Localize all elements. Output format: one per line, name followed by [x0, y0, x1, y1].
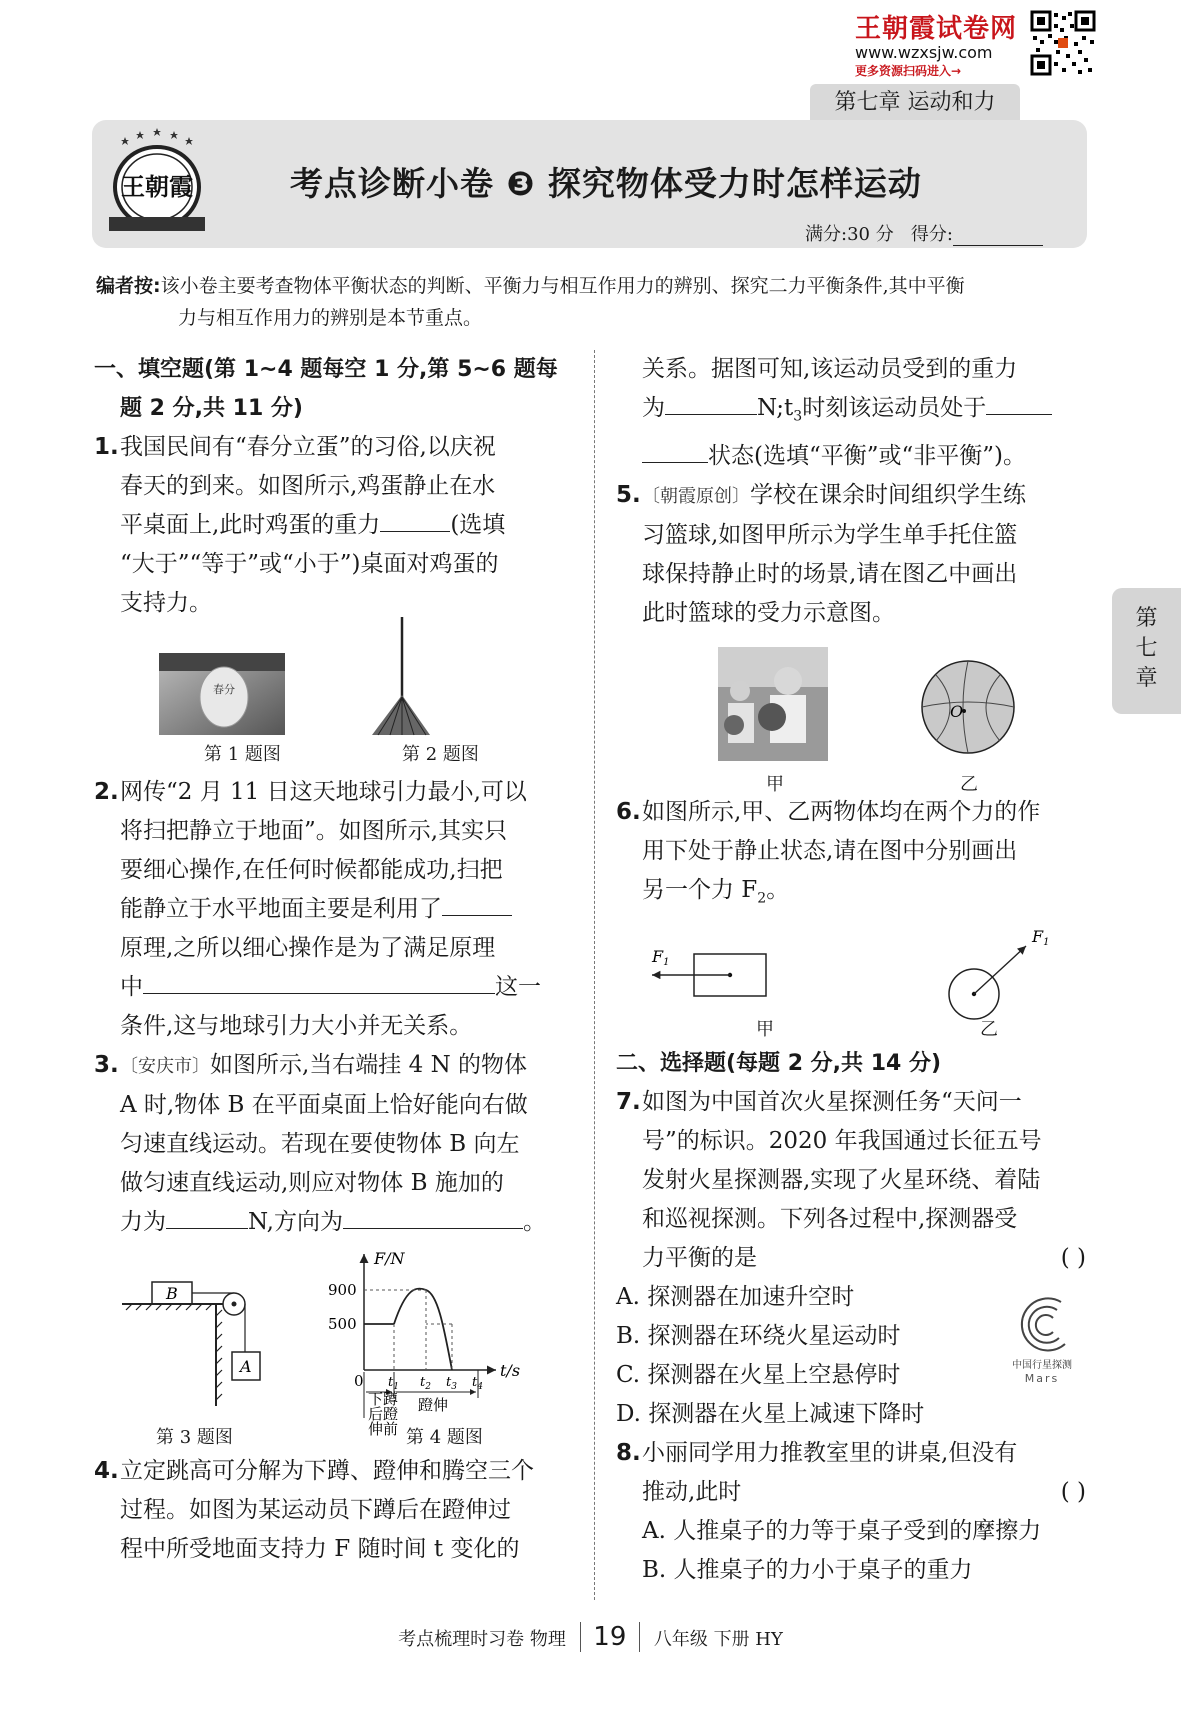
basketball-diagram — [918, 657, 1018, 757]
page-footer — [0, 1622, 1181, 1652]
option-b[interactable]: B. 人推桌子的力小于桌子的重力 — [642, 1557, 973, 1584]
svg-text:F/N: F/N — [374, 1249, 405, 1268]
answer-paren[interactable]: ( ) — [1060, 1479, 1086, 1506]
q1-line: 支持力。 — [120, 590, 212, 616]
q2-line: 中 — [120, 974, 143, 1000]
svg-text:B: B — [166, 1284, 178, 1303]
question-number: 8. — [616, 1440, 641, 1467]
q8-line: 推动,此时 — [642, 1479, 742, 1506]
full-score: 满分:30 分 — [805, 224, 894, 245]
q2-line: 这一 — [495, 974, 541, 1000]
left-column — [94, 350, 569, 1569]
side-tab-char: 七 — [1135, 636, 1158, 661]
question-number: 5. — [616, 481, 641, 508]
q5-line: 球保持静止时的场景,请在图乙中画出 — [642, 560, 1018, 587]
svg-text:中国行星探测: 中国行星探测 — [1012, 1360, 1072, 1372]
svg-text:F1: F1 — [652, 947, 670, 969]
option-d[interactable]: D. 探测器在火星上减速下降时 — [616, 1401, 925, 1428]
q6-line: 。 — [766, 876, 790, 903]
figure-caption: 第 2 题图 — [402, 744, 479, 765]
svg-text:伸前: 伸前 — [368, 1420, 399, 1438]
source-tag: 〔朝霞原创〕 — [642, 485, 750, 507]
q7-line: 发射火星探测器,实现了火星环绕、着陆 — [642, 1167, 1041, 1194]
q4-line: 程中所受地面支持力 F 随时间 t 变化的 — [120, 1536, 520, 1562]
svg-text:t/s: t/s — [500, 1361, 521, 1380]
side-tab-char: 章 — [1135, 666, 1158, 691]
block-force-diagram — [646, 932, 786, 1012]
q2-line: 能静立于水平地面主要是利用了 — [120, 896, 442, 922]
score-blank[interactable] — [953, 228, 1043, 246]
q6-line: 如图所示,甲、乙两物体均在两个力的作 — [642, 798, 1041, 825]
editor-note-line1: 该小卷主要考查物体平衡状态的判断、平衡力与相互作用力的辨别、探究二力平衡条件,其中平衡 — [160, 275, 965, 297]
section1-head-line1: 一、填空题(第 1~4 题每空 1 分,第 5~6 题每 — [94, 357, 558, 382]
svg-text:春分: 春分 — [213, 683, 235, 696]
question-number: 1. — [94, 434, 119, 460]
subscript: 2 — [757, 890, 767, 907]
svg-text:下蹲: 下蹲 — [368, 1390, 399, 1408]
q3-line: A 时,物体 B 在平面桌面上恰好能向右做 — [120, 1092, 528, 1118]
svg-text:t2: $t_2$ — [420, 1375, 431, 1392]
q6-line: 另一个力 F — [642, 876, 758, 903]
q7-options — [616, 1278, 1086, 1434]
question-2 — [94, 773, 569, 1046]
q1-line: 平桌面上,此时鸡蛋的重力 — [120, 512, 381, 538]
q7-line: 如图为中国首次火星探测任务“天问一 — [642, 1089, 1022, 1116]
figure-caption: 第 3 题图 — [156, 1427, 233, 1448]
score-line — [805, 220, 1043, 246]
footer-right: 八年级 下册 HY — [653, 1629, 783, 1650]
answer-blank[interactable] — [665, 389, 757, 415]
option-a[interactable]: A. 探测器在加速升空时 — [616, 1284, 855, 1311]
answer-blank[interactable] — [986, 389, 1052, 415]
question-4 — [94, 1452, 569, 1569]
footer-left: 考点梳理时习卷 物理 — [398, 1629, 566, 1650]
option-a[interactable]: A. 人推桌子的力等于桌子受到的摩擦力 — [642, 1518, 1042, 1545]
question-number: 7. — [616, 1089, 641, 1116]
q5-line: 习篮球,如图甲所示为学生单手托住篮 — [642, 521, 1018, 548]
brand-seal-icon — [95, 125, 220, 245]
editor-note-label: 编者按: — [96, 275, 161, 297]
q2-line: 要细心操作,在任何时候都能成功,扫把 — [120, 857, 503, 883]
q4-line: 为 — [642, 395, 665, 421]
answer-blank[interactable] — [380, 506, 450, 532]
q3-line: 如图所示,当右端挂 4 N 的物体 — [210, 1052, 528, 1078]
figure-caption: 甲 — [766, 773, 784, 795]
q3-line: 。 — [522, 1209, 546, 1235]
q7-line: 号”的标识。2020 年我国通过长征五号 — [642, 1128, 1042, 1155]
figures-q3-q4 — [94, 1242, 569, 1452]
q4-line: N;t — [757, 395, 794, 421]
answer-blank[interactable] — [442, 890, 512, 916]
circle-force-diagram — [946, 918, 1056, 1028]
q5-line: 学校在课余时间组织学生练 — [750, 481, 1026, 508]
qr-code-icon[interactable] — [1030, 10, 1096, 76]
svg-text:王朝霞: 王朝霞 — [121, 172, 193, 201]
svg-text:0: 0 — [354, 1372, 364, 1390]
subscript: 3 — [793, 408, 803, 425]
editor-note-line2: 力与相互作用力的辨别是本节重点。 — [178, 307, 483, 329]
brand-url[interactable]: www.wzxsjw.com — [855, 43, 993, 62]
answer-paren[interactable]: ( ) — [1060, 1245, 1086, 1272]
svg-text:F1: F1 — [1032, 927, 1050, 949]
question-number: 2. — [94, 779, 119, 805]
score-label: 得分: — [910, 224, 953, 245]
chapter-side-tab — [1112, 588, 1181, 714]
figures-q1-q2 — [94, 623, 569, 773]
egg-photo — [159, 653, 285, 735]
section1-heading — [94, 350, 569, 428]
answer-blank[interactable] — [343, 1203, 523, 1229]
svg-text:蹬伸: 蹬伸 — [418, 1396, 449, 1414]
brand-block — [855, 8, 1033, 79]
figure-caption: 甲 — [756, 1019, 774, 1041]
svg-text:A: A — [240, 1357, 252, 1376]
q1-line: 春天的到来。如图所示,鸡蛋静止在水 — [120, 473, 496, 499]
q4-line: 立定跳高可分解为下蹲、蹬伸和腾空三个 — [120, 1458, 534, 1484]
question-5 — [616, 476, 1086, 633]
figure-caption: 第 1 题图 — [204, 744, 281, 765]
question-number: 4. — [94, 1458, 119, 1484]
q2-line: 条件,这与地球引力大小并无关系。 — [120, 1013, 473, 1039]
q5-line: 此时篮球的受力示意图。 — [642, 599, 895, 626]
question-1 — [94, 428, 569, 623]
question-3 — [94, 1046, 569, 1242]
column-divider — [594, 350, 595, 1600]
option-b[interactable]: B. 探测器在环绕火星运动时 — [616, 1323, 901, 1350]
question-7 — [616, 1083, 1086, 1278]
figures-q5 — [616, 633, 1086, 793]
q3-line: 匀速直线运动。若现在要使物体 B 向左 — [120, 1131, 520, 1157]
q1-line: “大于”“等于”或“小于”)桌面对鸡蛋的 — [120, 551, 499, 577]
section1-head-line2: 题 2 分,共 11 分) — [120, 396, 303, 421]
basketball-photo — [718, 647, 828, 761]
svg-text:O: O — [950, 701, 964, 721]
svg-text:900: 900 — [328, 1281, 357, 1299]
q4-line: 过程。如图为某运动员下蹲后在蹬伸过 — [120, 1497, 511, 1523]
option-c[interactable]: C. 探测器在火星上空悬停时 — [616, 1362, 901, 1389]
answer-blank[interactable] — [642, 437, 708, 463]
side-tab-char: 第 — [1135, 606, 1158, 631]
answer-blank[interactable] — [166, 1203, 248, 1229]
q3-line: 力为 — [120, 1209, 166, 1235]
figure-caption: 第 4 题图 — [406, 1427, 483, 1448]
q6-line: 用下处于静止状态,请在图中分别画出 — [642, 837, 1018, 864]
page-title: 考点诊断小卷 ❸ 探究物体受力时怎样运动 — [290, 164, 922, 203]
editor-note — [96, 270, 1086, 334]
broom-figure — [364, 617, 434, 737]
figures-q6 — [616, 918, 1086, 1068]
svg-text:t3: $t_3$ — [446, 1375, 457, 1392]
q7-line: 力平衡的是 — [642, 1245, 757, 1272]
brand-more: 更多资源扫码进入→ — [855, 64, 962, 78]
answer-blank[interactable] — [143, 968, 495, 994]
q2-line: 将扫把静立于地面”。如图所示,其实只 — [120, 818, 508, 844]
svg-text:后蹬: 后蹬 — [368, 1405, 399, 1423]
brand-name: 王朝霞试卷网 — [855, 14, 1018, 44]
q3-line: N,方向为 — [248, 1209, 343, 1235]
section2-heading: 二、选择题(每题 2 分,共 14 分) — [616, 1051, 942, 1077]
q3-line: 做匀速直线运动,则应对物体 B 施加的 — [120, 1170, 504, 1196]
q2-line: 网传“2 月 11 日这天地球引力最小,可以 — [120, 779, 527, 805]
mars-mission-logo — [1001, 1288, 1083, 1388]
q8-line: 小丽同学用力推教室里的讲桌,但没有 — [642, 1440, 1018, 1467]
q4-line: 时刻该运动员处于 — [802, 395, 987, 421]
q1-line: 我国民间有“春分立蛋”的习俗,以庆祝 — [120, 434, 496, 460]
question-4-continued — [616, 350, 1086, 476]
svg-text:t4: $t_4$ — [472, 1375, 483, 1392]
q2-line: 原理,之所以细心操作是为了满足原理 — [120, 935, 496, 961]
q4-line: 关系。据图可知,该运动员受到的重力 — [642, 356, 1018, 382]
q1-line: (选填 — [450, 512, 506, 538]
svg-text:Mars: Mars — [1024, 1372, 1060, 1386]
q4-line: 状态(选填“平衡”或“非平衡”)。 — [708, 442, 1026, 469]
figure-caption: 乙 — [980, 1019, 998, 1041]
right-column — [616, 350, 1086, 1590]
question-6 — [616, 793, 1086, 919]
source-tag: 〔安庆市〕 — [120, 1056, 210, 1077]
page-number: 19 — [580, 1622, 640, 1652]
question-8 — [616, 1434, 1086, 1590]
svg-text:t1: $t_1$ — [388, 1375, 399, 1392]
pulley-figure — [122, 1276, 272, 1411]
figure-caption: 乙 — [960, 773, 978, 795]
chapter-tab: 第七章 运动和力 — [810, 84, 1020, 122]
svg-text:500: 500 — [328, 1315, 357, 1333]
question-number: 6. — [616, 798, 641, 825]
question-number: 3. — [94, 1052, 119, 1078]
q7-line: 和巡视探测。下列各过程中,探测器受 — [642, 1206, 1018, 1233]
